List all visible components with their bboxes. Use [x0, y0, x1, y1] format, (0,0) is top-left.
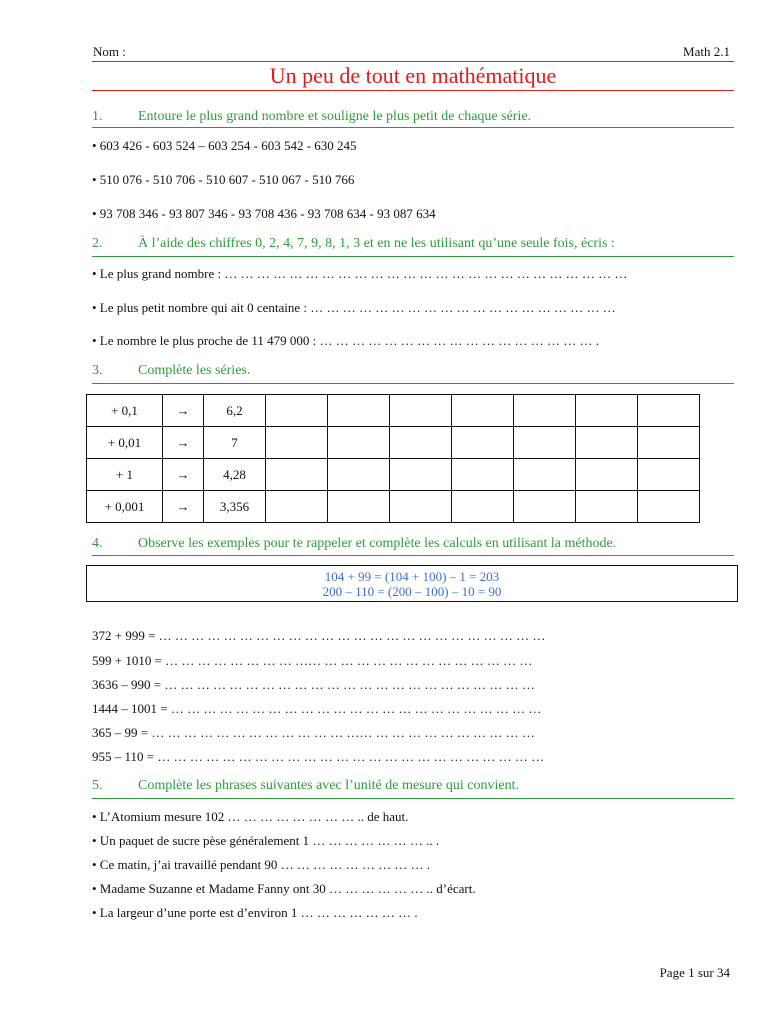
series-start: 3,356	[204, 491, 266, 523]
answer-cell[interactable]	[576, 395, 638, 427]
calc-6: 955 – 110 = … … … … … … … … … … … … … … … … … … … … … … … …	[92, 749, 545, 764]
q3-number: 3.	[92, 363, 103, 378]
answer-cell[interactable]	[266, 491, 328, 523]
series-operation: + 1	[87, 459, 163, 491]
title-rule	[92, 90, 734, 91]
q4-number: 4.	[92, 536, 103, 551]
q5-sentence-3: • Ce matin, j’ai travaillé pendant 90 … … … … … … … … … .	[92, 857, 431, 872]
q2-smallest-number: • Le plus petit nombre qui ait 0 centaine : … … … … … … … … … … … … … … … … … … …	[92, 300, 616, 315]
q2-heading: À l’aide des chiffres 0, 2, 4, 7, 9, 8, 1, 3 et en ne les utilisant qu’une seule fois, écris :	[138, 236, 615, 251]
example-2: 200 – 110 = (200 – 100) – 10 = 90	[322, 584, 502, 599]
series-start: 4,28	[204, 459, 266, 491]
answer-cell[interactable]	[390, 459, 452, 491]
series-start: 6,2	[204, 395, 266, 427]
examples-box	[86, 565, 738, 602]
q3-rule	[92, 383, 734, 384]
answer-cell[interactable]	[390, 491, 452, 523]
q4-rule	[92, 555, 734, 556]
name-label: Nom :	[93, 44, 126, 59]
q1-heading: Entoure le plus grand nombre et souligne le plus petit de chaque série.	[138, 109, 532, 124]
series-operation: + 0,1	[87, 395, 163, 427]
calc-4: 1444 – 1001 = … … … … … … … … … … … … … … … … … … … … … … …	[92, 701, 542, 716]
arrow-icon: →	[163, 395, 204, 427]
answer-cell[interactable]	[576, 427, 638, 459]
answer-cell[interactable]	[452, 395, 514, 427]
q2-number: 2.	[92, 236, 103, 251]
arrow-icon: →	[163, 427, 204, 459]
q2-largest-number: • Le plus grand nombre : … … … … … … … … … … … … … … … … … … … … … … … … …	[92, 266, 628, 281]
series-operation: + 0,001	[87, 491, 163, 523]
q5-sentence-5: • La largeur d’une porte est d’environ 1 … … … … … … … .	[92, 905, 418, 920]
answer-cell[interactable]	[638, 395, 700, 427]
answer-cell[interactable]	[390, 427, 452, 459]
q5-sentence-4: • Madame Suzanne et Madame Fanny ont 30 … … … … … … .. d’écart.	[92, 881, 476, 896]
answer-cell[interactable]	[328, 491, 390, 523]
answer-cell[interactable]	[390, 395, 452, 427]
answer-cell[interactable]	[638, 427, 700, 459]
q1-series-3: • 93 708 346 - 93 807 346 - 93 708 436 - 93 708 634 - 93 087 634	[92, 206, 436, 221]
q3-heading: Complète les séries.	[138, 363, 251, 378]
answer-cell[interactable]	[514, 491, 576, 523]
example-1: 104 + 99 = (104 + 100) – 1 = 203	[324, 569, 500, 584]
answer-cell[interactable]	[328, 395, 390, 427]
calc-5: 365 – 99 = … … … … … … … … … … … … …… … … … … … … … … … …	[92, 725, 535, 740]
answer-cell[interactable]	[638, 491, 700, 523]
q5-heading: Complète les phrases suivantes avec l’unité de mesure qui convient.	[138, 778, 520, 793]
q5-number: 5.	[92, 778, 103, 793]
page-title: Un peu de tout en mathématique	[269, 63, 557, 88]
header-rule	[92, 61, 734, 62]
calc-3: 3636 – 990 = … … … … … … … … … … … … … … … … … … … … … … …	[92, 677, 535, 692]
table-row	[87, 395, 700, 427]
q1-series-2: • 510 076 - 510 706 - 510 607 - 510 067 - 510 766	[92, 172, 355, 187]
table-row	[87, 459, 700, 491]
q5-sentence-2: • Un paquet de sucre pèse généralement 1 … … … … … … … .. .	[92, 833, 440, 848]
answer-cell[interactable]	[514, 427, 576, 459]
calc-2: 599 + 1010 = … … … … … … … … …… … … … … … … … … … … … … …	[92, 653, 533, 668]
series-table	[86, 394, 700, 523]
answer-cell[interactable]	[452, 491, 514, 523]
series-operation: + 0,01	[87, 427, 163, 459]
answer-cell[interactable]	[266, 427, 328, 459]
q5-rule	[92, 798, 734, 799]
q4-heading: Observe les exemples pour te rappeler et complète les calculs en utilisant la méthode.	[138, 536, 617, 551]
arrow-icon: →	[163, 491, 204, 523]
answer-cell[interactable]	[576, 491, 638, 523]
course-label: Math 2.1	[683, 44, 730, 59]
q1-series-1: • 603 426 - 603 524 – 603 254 - 603 542 - 630 245	[92, 138, 357, 153]
q1-rule	[92, 127, 734, 128]
q2-rule	[92, 256, 734, 257]
answer-cell[interactable]	[576, 459, 638, 491]
page-number: Page 1 sur 34	[659, 965, 730, 980]
q5-sentence-1: • L’Atomium mesure 102 … … … … … … … … .. de haut.	[92, 809, 409, 824]
answer-cell[interactable]	[266, 459, 328, 491]
q2-closest-number: • Le nombre le plus proche de 11 479 000 : … … … … … … … … … … … … … … … … … .	[92, 333, 600, 348]
answer-cell[interactable]	[514, 459, 576, 491]
answer-cell[interactable]	[638, 459, 700, 491]
answer-cell[interactable]	[452, 459, 514, 491]
q1-number: 1.	[92, 109, 103, 124]
table-row	[87, 427, 700, 459]
answer-cell[interactable]	[514, 395, 576, 427]
arrow-icon: →	[163, 459, 204, 491]
answer-cell[interactable]	[452, 427, 514, 459]
answer-cell[interactable]	[328, 459, 390, 491]
calc-1: 372 + 999 = … … … … … … … … … … … … … … … … … … … … … … … …	[92, 628, 546, 643]
table-row	[87, 491, 700, 523]
answer-cell[interactable]	[328, 427, 390, 459]
series-start: 7	[204, 427, 266, 459]
answer-cell[interactable]	[266, 395, 328, 427]
